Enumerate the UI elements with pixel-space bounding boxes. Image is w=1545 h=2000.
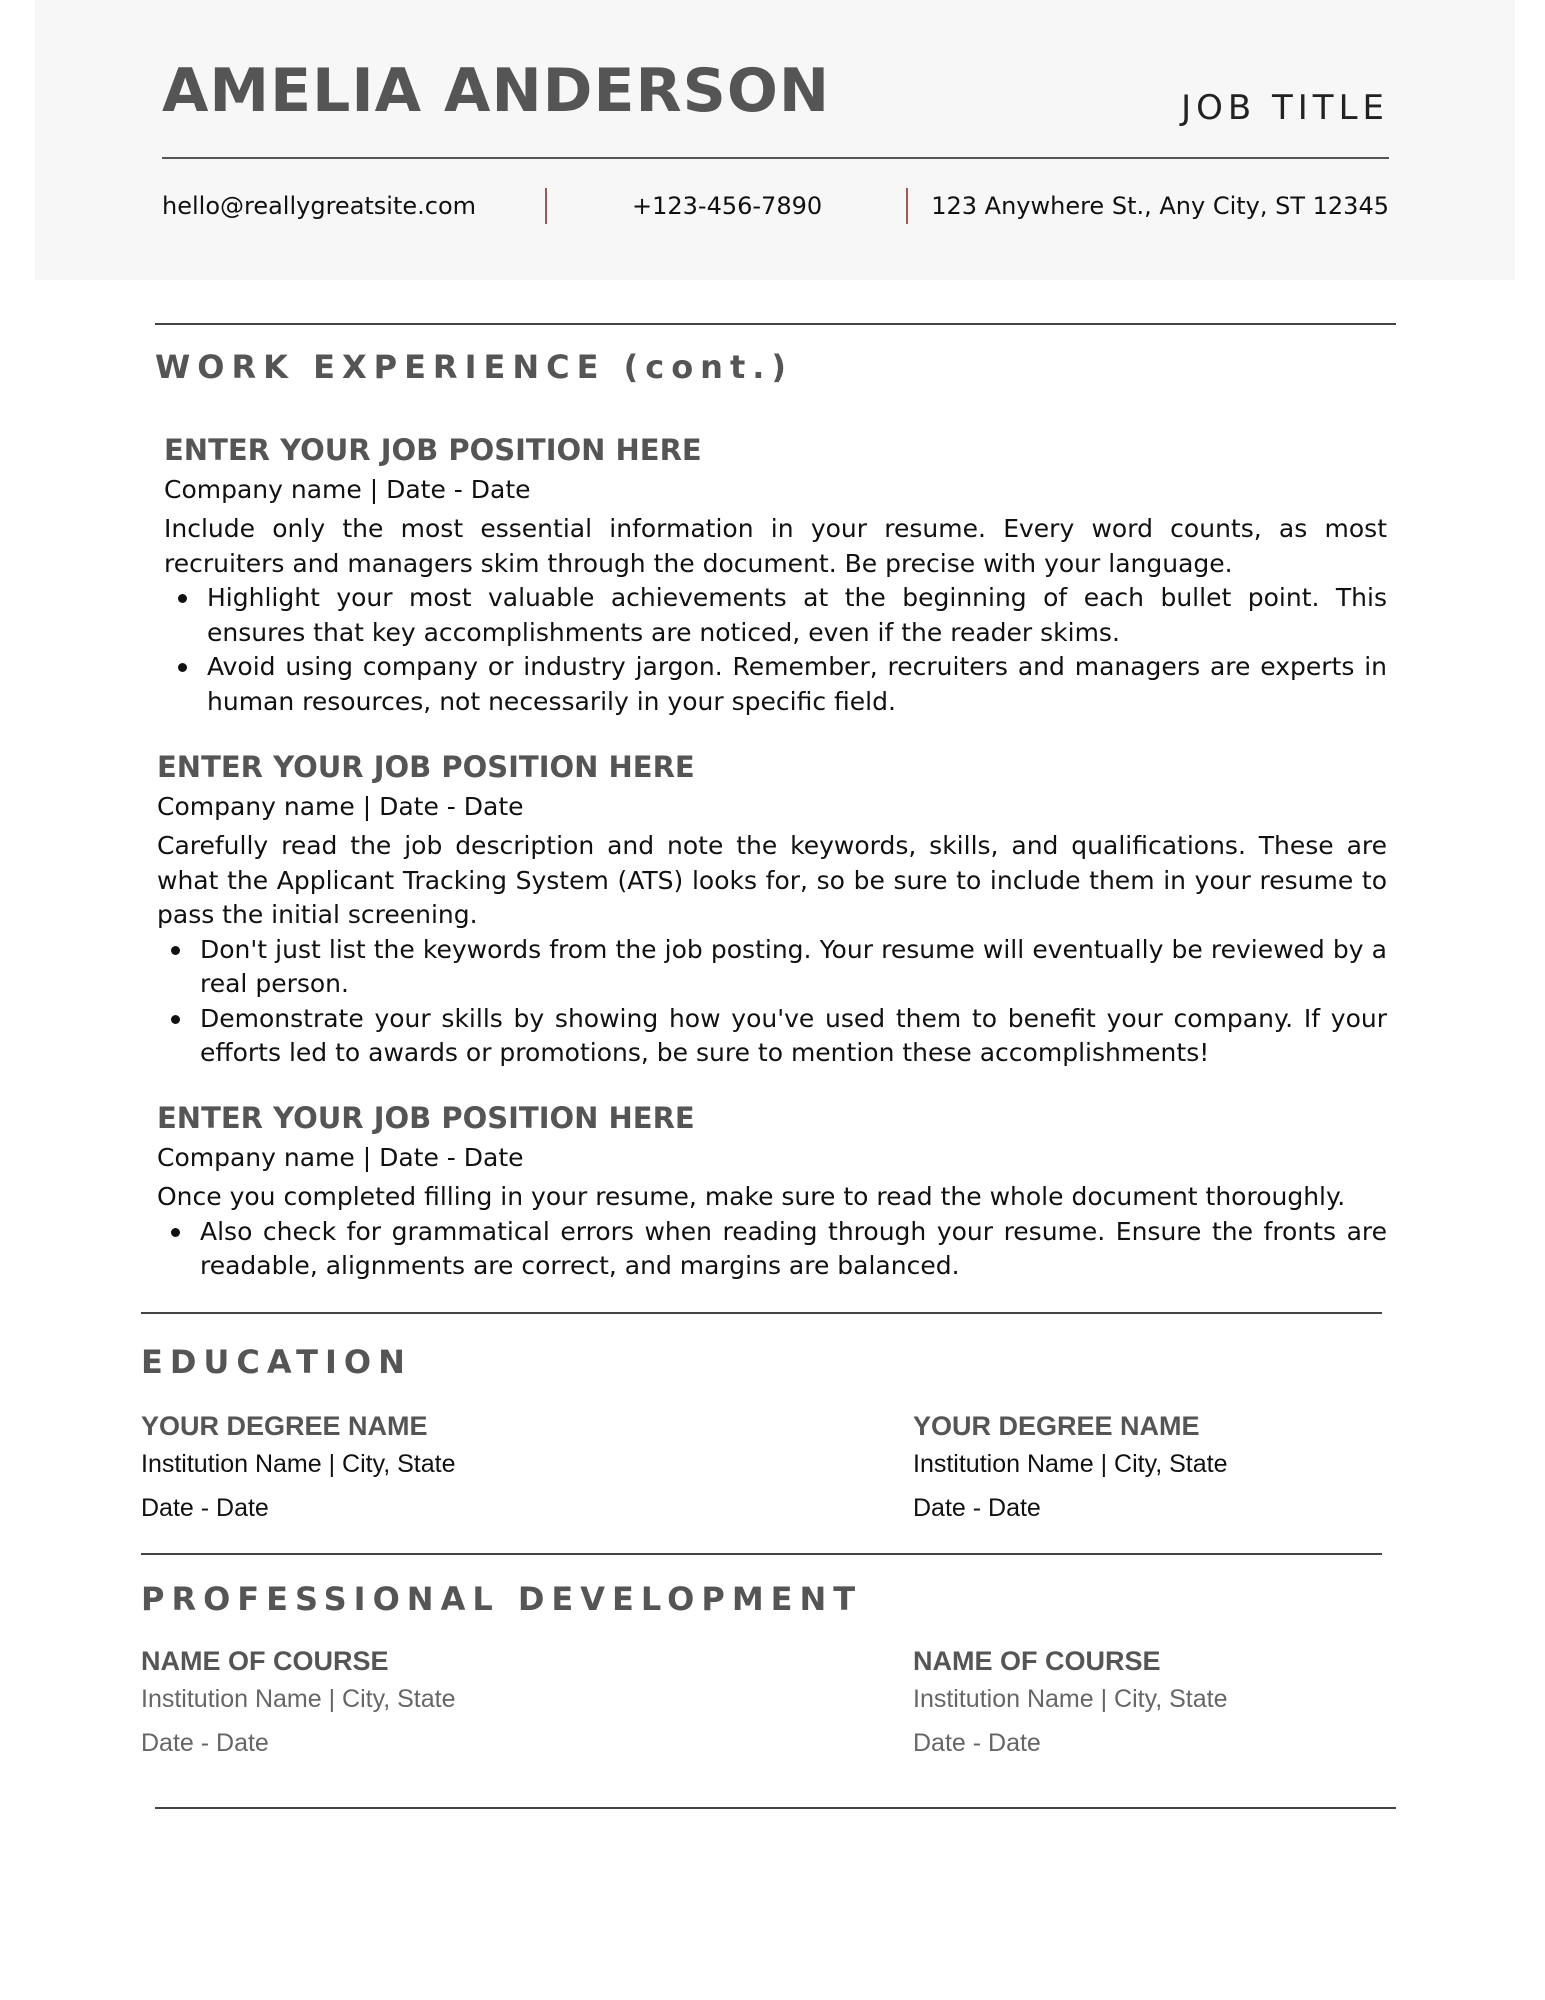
job-bullet-list	[157, 933, 1387, 1071]
job-entry	[164, 430, 1387, 719]
course-dates: Date - Date	[141, 1729, 269, 1757]
job-company: Company name | Date - Date	[157, 792, 524, 821]
job-company: Company name | Date - Date	[157, 1143, 524, 1172]
job-company: Company name | Date - Date	[164, 475, 531, 504]
job-bullet-text: Don't just list the keywords from the job posting. Your resume will eventually be reviewed by a real person.	[200, 934, 1387, 998]
job-bullet	[157, 1215, 1387, 1284]
job-entry	[157, 1098, 1387, 1284]
job-position: ENTER YOUR JOB POSITION HERE	[157, 750, 695, 784]
contact-address: 123 Anywhere St., Any City, ST 12345	[931, 192, 1389, 220]
institution-name: Institution Name | City, State	[141, 1685, 456, 1713]
education-entry	[913, 1408, 1473, 1526]
course-entry	[141, 1643, 701, 1761]
job-description: Include only the most essential information in your resume. Every word counts, as most recruiters and managers skim through the document. Be precise with your language.	[164, 514, 1387, 578]
job-bullet-text: Avoid using company or industry jargon. Remember, recruiters and managers are experts in human resources, not necessarily in your specific field.	[207, 652, 1387, 716]
job-bullet	[164, 581, 1387, 650]
section-divider	[155, 1807, 1396, 1809]
education-entry	[141, 1408, 701, 1526]
job-bullet	[157, 933, 1387, 1002]
institution-name: Institution Name | City, State	[141, 1450, 456, 1478]
job-entry	[157, 747, 1387, 1071]
professional-development-title: PROFESSIONAL DEVELOPMENT	[141, 1580, 863, 1618]
job-position: ENTER YOUR JOB POSITION HERE	[164, 433, 702, 467]
work-experience-title: WORK EXPERIENCE (cont.)	[155, 348, 794, 386]
bullet-dot-icon	[171, 1015, 180, 1024]
course-name: NAME OF COURSE	[141, 1646, 389, 1676]
job-bullet-list	[164, 581, 1387, 719]
contact-separator	[906, 188, 908, 224]
job-bullet-text: Highlight your most valuable achievements at the beginning of each bullet point. This ensures that key accomplishments are noticed, even if the reader skims.	[207, 583, 1387, 647]
contact-phone: +123-456-7890	[632, 192, 823, 220]
course-dates: Date - Date	[913, 1729, 1041, 1757]
institution-name: Institution Name | City, State	[913, 1450, 1228, 1478]
contact-email: hello@reallygreatsite.com	[162, 192, 477, 220]
education-dates: Date - Date	[913, 1494, 1041, 1522]
job-description: Once you completed filling in your resume, make sure to read the whole document thoroughly.	[157, 1182, 1346, 1211]
job-position: ENTER YOUR JOB POSITION HERE	[157, 1101, 695, 1135]
section-divider	[141, 1553, 1382, 1555]
bullet-dot-icon	[171, 946, 180, 955]
course-name: NAME OF COURSE	[913, 1646, 1161, 1676]
contact-separator	[545, 188, 547, 224]
header-divider	[162, 157, 1389, 159]
job-description: Carefully read the job description and note the keywords, skills, and qualifications. These are what the Applicant Tracking System (ATS) looks for, so be sure to include them in your resume to pass the initial screening.	[157, 831, 1387, 929]
job-bullet	[164, 650, 1387, 719]
bullet-dot-icon	[171, 1228, 180, 1237]
candidate-name: AMELIA ANDERSON	[162, 56, 831, 126]
degree-name: YOUR DEGREE NAME	[141, 1411, 428, 1441]
section-divider	[141, 1312, 1382, 1314]
header-band	[35, 0, 1515, 280]
job-title: JOB TITLE	[1181, 88, 1389, 128]
degree-name: YOUR DEGREE NAME	[913, 1411, 1200, 1441]
education-title: EDUCATION	[141, 1343, 412, 1381]
education-dates: Date - Date	[141, 1494, 269, 1522]
job-bullet-text: Also check for grammatical errors when reading through your resume. Ensure the fronts are readable, alignments are correct, and margins are balanced.	[200, 1216, 1387, 1280]
job-bullet-list	[157, 1215, 1387, 1284]
bullet-dot-icon	[178, 663, 187, 672]
institution-name: Institution Name | City, State	[913, 1685, 1228, 1713]
bullet-dot-icon	[178, 594, 187, 603]
course-entry	[913, 1643, 1473, 1761]
job-bullet	[157, 1002, 1387, 1071]
section-divider	[155, 323, 1396, 325]
job-bullet-text: Demonstrate your skills by showing how you've used them to benefit your company. If your efforts led to awards or promotions, be sure to mention these accomplishments!	[200, 1003, 1387, 1067]
